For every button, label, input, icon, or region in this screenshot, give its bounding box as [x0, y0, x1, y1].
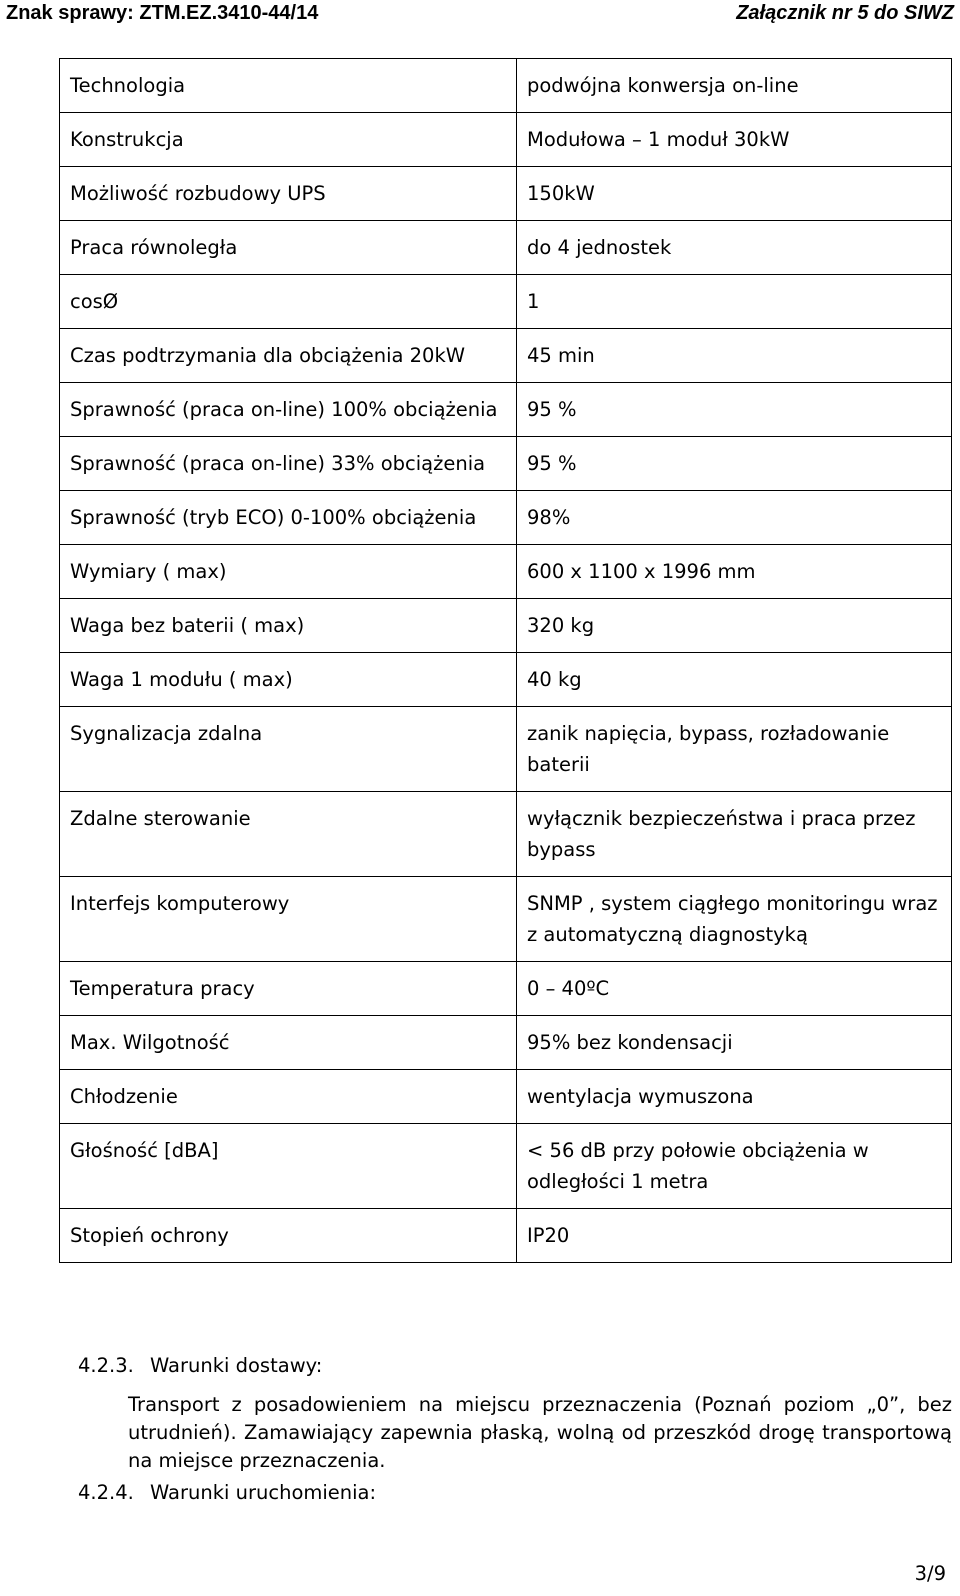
table-row [60, 329, 952, 383]
spec-label: Waga 1 modułu ( max) [60, 653, 517, 707]
spec-value: 0 – 40ºC [517, 962, 952, 1016]
spec-value: < 56 dB przy połowie obciążenia w odległości 1 metra [517, 1124, 952, 1209]
spec-label: Czas podtrzymania dla obciążenia 20kW [60, 329, 517, 383]
spec-value: wyłącznik bezpieczeństwa i praca przez bypass [517, 792, 952, 877]
spec-label: cosØ [60, 275, 517, 329]
spec-label: Głośność [dBA] [60, 1124, 517, 1209]
spec-table [59, 58, 952, 1263]
spec-label: Sprawność (praca on-line) 100% obciążenia [60, 383, 517, 437]
table-row [60, 113, 952, 167]
annex-label: Załącznik nr 5 do SIWZ [736, 2, 954, 24]
spec-label: Waga bez baterii ( max) [60, 599, 517, 653]
spec-label: Temperatura pracy [60, 962, 517, 1016]
spec-label: Sprawność (tryb ECO) 0-100% obciążenia [60, 491, 517, 545]
table-row [60, 1016, 952, 1070]
section-title: Warunki dostawy: [150, 1354, 323, 1377]
spec-label: Max. Wilgotność [60, 1016, 517, 1070]
spec-value: 150kW [517, 167, 952, 221]
spec-value: zanik napięcia, bypass, rozładowanie baterii [517, 707, 952, 792]
table-row [60, 383, 952, 437]
table-row [60, 653, 952, 707]
spec-value: wentylacja wymuszona [517, 1070, 952, 1124]
table-row [60, 1070, 952, 1124]
table-row [60, 877, 952, 962]
table-row [60, 221, 952, 275]
table-row [60, 491, 952, 545]
spec-value: 95 % [517, 383, 952, 437]
spec-value: podwójna konwersja on-line [517, 59, 952, 113]
table-row [60, 59, 952, 113]
spec-value: SNMP , system ciągłego monitoringu wraz z automatyczną diagnostyką [517, 877, 952, 962]
spec-label: Chłodzenie [60, 1070, 517, 1124]
spec-value: 45 min [517, 329, 952, 383]
spec-value: 1 [517, 275, 952, 329]
spec-value: 320 kg [517, 599, 952, 653]
spec-value: 40 kg [517, 653, 952, 707]
page-header [0, 0, 960, 28]
spec-value: 600 x 1100 x 1996 mm [517, 545, 952, 599]
section-delivery-heading [78, 1352, 322, 1380]
spec-label: Wymiary ( max) [60, 545, 517, 599]
spec-label: Zdalne sterowanie [60, 792, 517, 877]
table-row [60, 1209, 952, 1263]
spec-value: 95 % [517, 437, 952, 491]
delivery-paragraph: Transport z posadowieniem na miejscu przeznaczenia (Poznań poziom „0”, bez utrudnień). Zamawiający zapewnia płaską, wolną od przeszkód drogę transportową na miejsce przeznaczenia. [128, 1393, 952, 1472]
spec-label: Sprawność (praca on-line) 33% obciążenia [60, 437, 517, 491]
table-row [60, 707, 952, 792]
table-row [60, 545, 952, 599]
case-number: Znak sprawy: ZTM.EZ.3410-44/14 [6, 2, 319, 24]
spec-label: Sygnalizacja zdalna [60, 707, 517, 792]
table-row [60, 167, 952, 221]
spec-value: Modułowa – 1 moduł 30kW [517, 113, 952, 167]
table-row [60, 1124, 952, 1209]
spec-label: Możliwość rozbudowy UPS [60, 167, 517, 221]
spec-label: Praca równoległa [60, 221, 517, 275]
section-startup-heading [78, 1479, 376, 1507]
table-row [60, 275, 952, 329]
section-number: 4.2.3. [78, 1354, 134, 1377]
spec-value: 95% bez kondensacji [517, 1016, 952, 1070]
table-row [60, 962, 952, 1016]
table-row [60, 599, 952, 653]
section-title: Warunki uruchomienia: [150, 1481, 377, 1504]
table-row [60, 437, 952, 491]
spec-label: Interfejs komputerowy [60, 877, 517, 962]
spec-label: Stopień ochrony [60, 1209, 517, 1263]
page-number: 3/9 [914, 1562, 946, 1585]
spec-value: IP20 [517, 1209, 952, 1263]
spec-label: Technologia [60, 59, 517, 113]
spec-label: Konstrukcja [60, 113, 517, 167]
table-row [60, 792, 952, 877]
spec-value: do 4 jednostek [517, 221, 952, 275]
spec-value: 98% [517, 491, 952, 545]
section-number: 4.2.4. [78, 1481, 134, 1504]
